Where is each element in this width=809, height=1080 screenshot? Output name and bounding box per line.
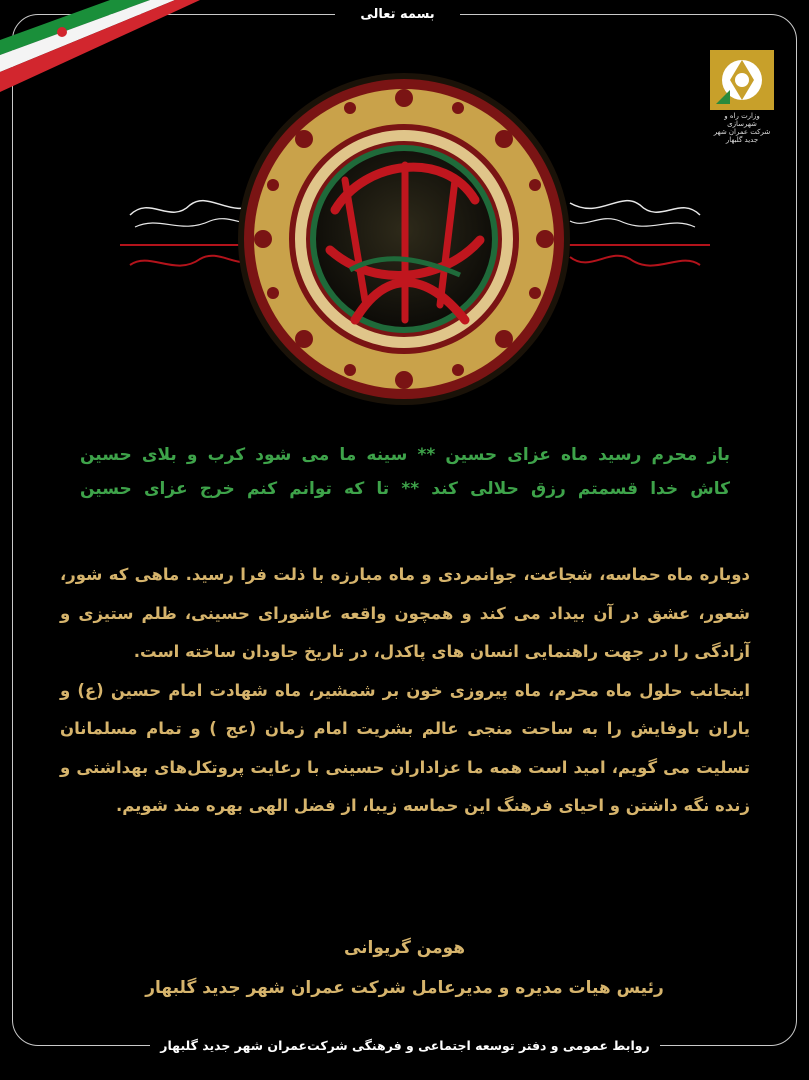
signer-name: هومن گریوانی [343, 938, 466, 958]
logo-emblem-icon [710, 50, 774, 110]
poem-line-1: باز محرم رسید ماه عزای حسین ** سینه ما می شود کرب و بلای حسین [80, 445, 730, 465]
emblem-calligraphy: امیر حسین و نعم الامیر [399, 248, 409, 249]
ministry-logo [710, 50, 774, 144]
logo-caption: وزارت راه و شهرسازی شرکت عمران شهر جدید گلبهار [713, 112, 771, 144]
footer-text: روابط عمومی و دفتر توسعه اجتماعی و فرهنگی شرکت‌عمران شهر جدید گلبهار [150, 1032, 660, 1058]
message-paragraph-1: دوباره ماه حماسه، شجاعت، جوانمردی و ماه مبارزه با ذلت فرا رسید. ماهی که شور، شعور، عشق در آن بیداد می کند و همچون واقعه عاشورای حسینی، ظلم ستیزی و آزادگی را در جهت راهنمایی انسان های پاکدل، در تاریخ جاودان ساخته است. [60, 565, 750, 661]
signer-title: رئیس هیات مدیره و مدیرعامل شرکت عمران شهر جدید گلبهار [145, 978, 664, 998]
message-paragraph-2: اینجانب حلول ماه محرم، ماه پیروزی خون بر شمشیر، ماه شهادت امام حسین (ع) و یاران باوفایش را به ساحت منجی عالم بشریت امام زمان (عج ) و تمام مسلمانان تسلیت می گویم، امید است همه ما عزاداران حسینی با رعایت پروتکل‌های بهداشتی و زنده نگه داشتن و احیای فرهنگ این حماسه زیبا، از فضل الهی بهره مند شویم. [60, 680, 750, 815]
right-calligraphy-ornament [560, 185, 710, 295]
muharram-emblem [235, 70, 573, 408]
condolence-message [60, 556, 750, 826]
header-title: بسمه تعالی [335, 0, 460, 28]
poem-line-2: کاش خدا قسمتم رزق حلالی کند ** تا که توانم کنم خرج عزای حسین [80, 479, 730, 499]
poem [80, 438, 730, 506]
signature-block [0, 928, 809, 1008]
iran-flag-ribbon [0, 0, 200, 110]
